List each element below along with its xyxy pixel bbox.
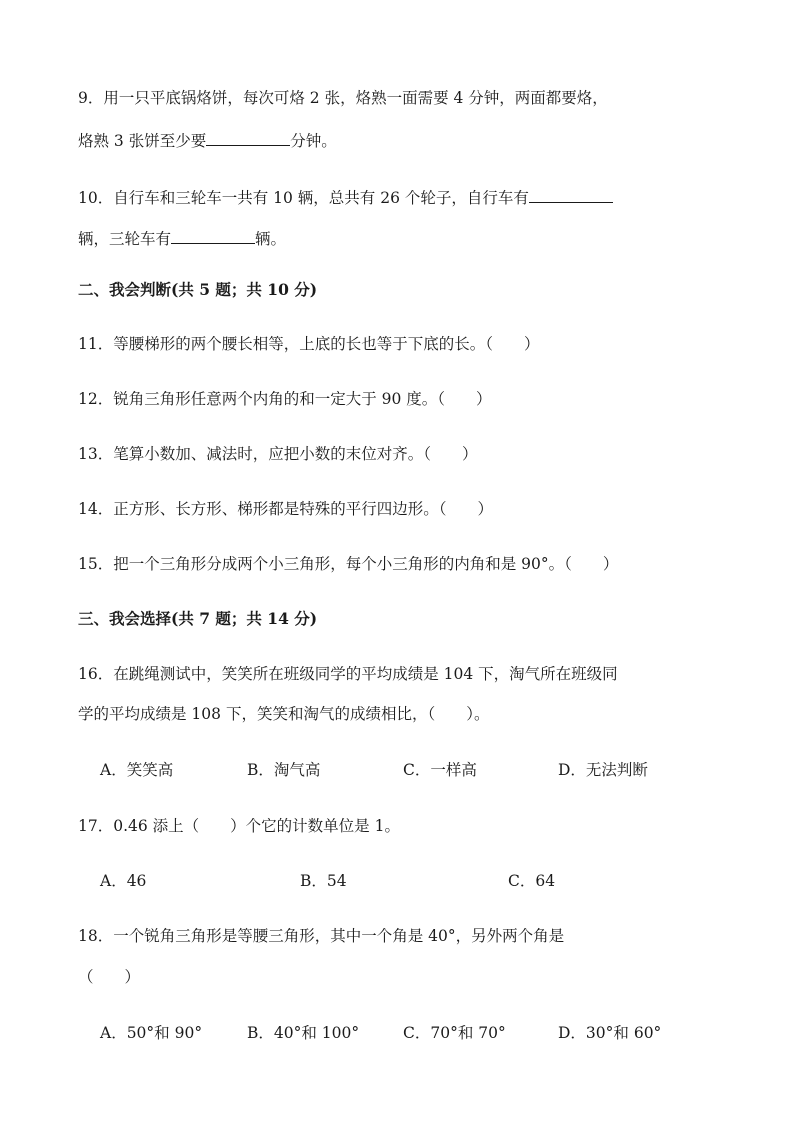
question-9-line-2 [78,129,337,151]
question-10-text-c: 辆。 [255,230,287,248]
option-c[interactable]: C．70°和 70° [403,1024,506,1042]
question-18-line-1: 18．一个锐角三角形是等腰三角形，其中一个角是 40°，另外两个角是 [78,927,565,945]
section-3-title: 三、我会选择(共 7 题；共 14 分) [78,609,318,628]
option-a[interactable]: A．46 [100,872,147,890]
option-b[interactable]: B．40°和 100° [247,1024,360,1042]
question-10-text-b: 辆，三轮车有 [78,230,172,248]
question-16-line-2: 学的平均成绩是 108 下，笑笑和淘气的成绩相比，（ ）。 [78,705,490,723]
question-10-line-1 [78,186,613,208]
option-b[interactable]: B．淘气高 [247,761,321,779]
question-17: 17．0.46 添上（ ）个它的计数单位是 1。 [78,817,400,835]
option-a[interactable]: A．50°和 90° [100,1024,203,1042]
question-13: 13．笔算小数加、减法时，应把小数的末位对齐。（ ） [78,445,478,463]
option-c[interactable]: C．一样高 [403,761,477,779]
option-b[interactable]: B．54 [300,872,347,890]
section-2-title: 二、我会判断(共 5 题；共 10 分) [78,280,318,299]
question-9-text-a: 烙熟 3 张饼至少要 [78,132,207,150]
question-14: 14．正方形、长方形、梯形都是特殊的平行四边形。（ ） [78,500,493,518]
question-10-line-2 [78,227,286,249]
option-d[interactable]: D．无法判断 [558,761,648,779]
question-9-line-1: 9．用一只平底锅烙饼，每次可烙 2 张，烙熟一面需要 4 分钟，两面都要烙， [78,89,608,107]
option-d[interactable]: D．30°和 60° [558,1024,662,1042]
answer-blank[interactable] [529,186,613,203]
option-c[interactable]: C．64 [508,872,556,890]
option-a[interactable]: A．笑笑高 [100,761,174,779]
question-11: 11．等腰梯形的两个腰长相等，上底的长也等于下底的长。（ ） [78,335,540,353]
answer-blank[interactable] [171,227,255,244]
question-18-line-2: （ ） [78,968,141,986]
question-12: 12．锐角三角形任意两个内角的和一定大于 90 度。（ ） [78,390,492,408]
question-9-text-b: 分钟。 [290,132,337,150]
question-15: 15．把一个三角形分成两个小三角形，每个小三角形的内角和是 90°。（ ） [78,555,619,573]
question-16-line-1: 16．在跳绳测试中，笑笑所在班级同学的平均成绩是 104 下，淘气所在班级同 [78,665,618,683]
answer-blank[interactable] [206,129,290,146]
question-10-text-a: 10．自行车和三轮车一共有 10 辆，总共有 26 个轮子，自行车有 [78,189,529,207]
